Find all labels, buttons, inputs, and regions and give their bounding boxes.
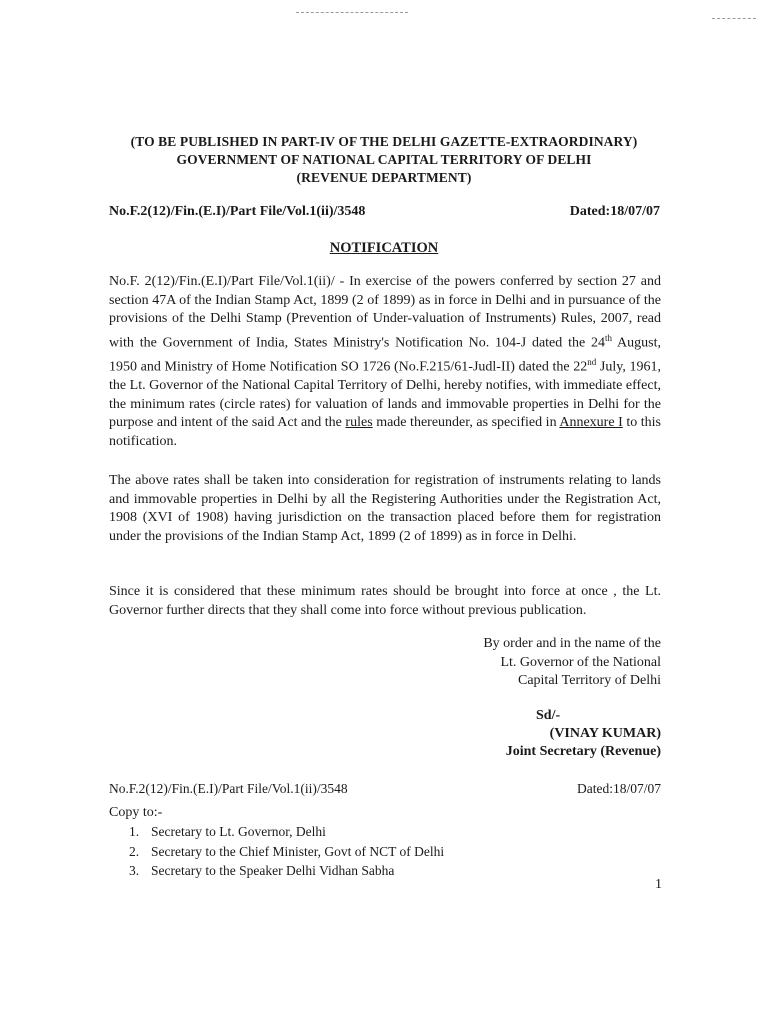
order-block — [380, 635, 661, 691]
list-item-text: Secretary to the Chief Minister, Govt of NCT of Delhi — [151, 843, 445, 859]
para1-text-1: No.F. 2(12)/Fin.(E.I)/Part File/Vol.1(ii)/ - In exercise of the powers conferred by section 27 and section 47A of the Indian Stamp Act, 1899 (2 of 1899) as in force in Delhi and in pursuance of the provisions of the Delhi Stamp (Prevention of Under-valuation of Instruments) Rules, 2007, read with the Government of India, States Ministry's Notification No. 104-J dated the 24 — [109, 274, 661, 351]
list-item — [129, 861, 444, 881]
order-line-2: Lt. Governor of the National — [500, 654, 661, 670]
reference-number: No.F.2(12)/Fin.(E.I)/Part File/Vol.1(ii)/3548 — [109, 204, 366, 219]
enforcement-paragraph: Since it is considered that these minimum rates should be brought into force at once , the Lt. Governor further directs that they shall come into force without previous publication. — [109, 584, 661, 618]
list-item-number: 3. — [129, 863, 140, 878]
footer-reference-line — [109, 781, 661, 797]
list-item-text: Secretary to the Speaker Delhi Vidhan Sabha — [151, 863, 395, 878]
recipient-list — [129, 822, 444, 881]
notification-title: NOTIFICATION — [329, 240, 439, 256]
notification-body-paragraph — [109, 273, 661, 452]
para1-text-3: July, 1961, the Lt. Governor of the National Capital Territory of Delhi, hereby notifies, with immediate effect, the minimum rates (circle rates) for valuation of lands and immovable properties in Delhi for the purpose and intent of the said Act and the — [109, 359, 661, 431]
rules-link-text: rules — [345, 415, 373, 431]
para1-sup-1: th — [604, 332, 612, 343]
para1-text-2: August, 1950 and Ministry of Home Notification SO 1726 (No.F.215/61-Judl-II) dated the 22 — [109, 335, 661, 375]
para1-text-4: made thereunder, as specified in — [372, 415, 560, 431]
footer-reference-date: Dated:18/07/07 — [577, 781, 661, 796]
list-item-number: 2. — [129, 843, 140, 859]
list-item — [129, 822, 444, 842]
signatory-name: (VINAY KUMAR) — [549, 726, 661, 741]
order-line-3: Capital Territory of Delhi — [517, 673, 661, 689]
copy-to-label: Copy to:- — [109, 805, 163, 820]
annexure-link-text: Annexure I — [559, 415, 623, 431]
government-heading: GOVERNMENT OF NATIONAL CAPITAL TERRITORY OF DELHI — [176, 152, 592, 167]
signatory-designation: Joint Secretary (Revenue) — [505, 744, 661, 759]
list-item-text: Secretary to Lt. Governor, Delhi — [151, 824, 326, 839]
gazette-heading: (TO BE PUBLISHED IN PART-IV OF THE DELHI GAZETTE-EXTRAORDINARY) — [130, 134, 638, 149]
para1-sup-2: nd — [587, 357, 597, 368]
signed-mark: Sd/- — [536, 708, 561, 723]
scan-artifact-right — [712, 18, 756, 19]
order-line-1: By order and in the name of the — [483, 636, 661, 651]
scan-artifact-top — [296, 12, 408, 13]
list-item-number: 1. — [129, 824, 140, 839]
page-number: 1 — [655, 877, 662, 892]
para1-text-5: to this notification. — [109, 415, 661, 450]
registration-paragraph: The above rates shall be taken into consideration for registration of instruments relating to lands and immovable properties in Delhi by all the Registering Authorities under the Registration Act, 1908 (XVI of 1908) having jurisdiction on the transaction placed before them for registration under the provisions of the Indian Stamp Act, 1899 (2 of 1899) as in force in Delhi. — [109, 473, 661, 544]
reference-line — [109, 204, 660, 220]
signatory-block — [380, 707, 661, 761]
list-item — [129, 842, 444, 862]
department-heading: (REVENUE DEPARTMENT) — [296, 170, 472, 185]
reference-date: Dated:18/07/07 — [569, 204, 660, 219]
footer-reference-number: No.F.2(12)/Fin.(E.I)/Part File/Vol.1(ii)/3548 — [109, 781, 348, 796]
